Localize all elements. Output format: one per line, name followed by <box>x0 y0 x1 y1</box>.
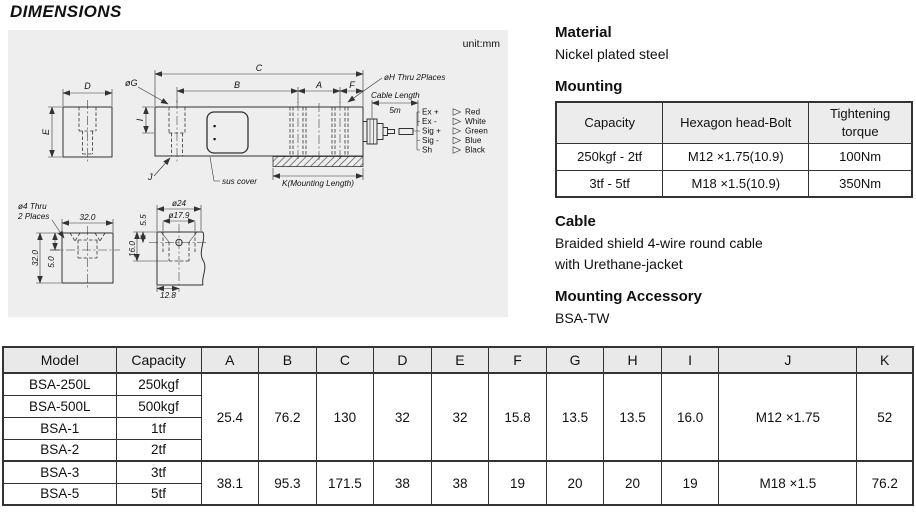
mounting-col-capacity: Capacity <box>556 102 663 143</box>
boss-section-view <box>128 199 207 300</box>
wire-color-marker <box>453 137 461 144</box>
wire-color: Red <box>465 107 481 117</box>
spec-dim-i: 19 <box>661 461 719 505</box>
mounting-col-torque: Tightening torque <box>809 102 912 143</box>
boss-outer-dia-dim: ø24 <box>171 199 187 208</box>
plate-detail-view <box>17 202 120 289</box>
spec-model: BSA-1 <box>3 417 116 439</box>
boss-offset-dim: 12.8 <box>160 291 176 300</box>
spec-dim-i: 16.0 <box>661 373 719 461</box>
spec-model: BSA-500L <box>3 395 116 417</box>
technical-drawing <box>8 30 508 317</box>
spec-table <box>2 346 914 506</box>
plate-offset-dim: 5.0 <box>47 256 56 268</box>
spec-dim-d: 38 <box>374 461 432 505</box>
wire-signal: Sh <box>422 145 433 155</box>
spec-dim-j: M18 ×1.5 <box>719 461 857 505</box>
wire-color: Blue <box>465 136 482 145</box>
spec-model: BSA-2 <box>3 439 116 461</box>
dim-label-a: A <box>315 80 323 90</box>
material-text: Nickel plated steel <box>555 46 669 62</box>
end-view <box>41 81 112 164</box>
cable-heading: Cable <box>555 213 596 230</box>
dim-label-d: D <box>84 81 91 91</box>
sus-cover-outline <box>207 112 248 153</box>
wire-signal: Sig - <box>422 136 439 145</box>
hole-note-line2: 2 Places <box>18 212 50 221</box>
spec-col-j: J <box>719 347 857 373</box>
cable-text-line1: Braided shield 4-wire round cable <box>555 235 763 251</box>
cable-length-label: Cable Length <box>371 91 420 100</box>
spec-col-capacity: Capacity <box>116 347 201 373</box>
wire-color-marker <box>453 118 461 125</box>
mounting-table-row <box>556 170 912 197</box>
spec-dim-d: 32 <box>374 373 432 461</box>
spec-dim-c: 171.5 <box>316 461 374 505</box>
wire-color: White <box>465 117 486 126</box>
wire-color: Black <box>465 145 486 155</box>
boss-depth2-dim: 16.0 <box>128 241 137 257</box>
mounting-length-label: K(Mounting Length) <box>282 179 354 188</box>
spec-capacity: 250kgf <box>116 373 201 395</box>
spec-dim-a: 25.4 <box>201 373 259 461</box>
spec-header-row <box>3 347 913 373</box>
spec-text-panel <box>555 24 913 342</box>
spec-dim-h: 13.5 <box>604 373 662 461</box>
accessory-heading: Mounting Accessory <box>555 288 702 305</box>
boss-inner-dia-dim: ø17.9 <box>168 211 190 220</box>
spec-capacity: 5tf <box>116 483 201 505</box>
dim-label-i: I <box>135 118 145 122</box>
dim-label-f: F <box>349 80 355 90</box>
cable-assembly <box>363 91 420 144</box>
wire-color: Green <box>465 126 488 136</box>
dim-label-b: B <box>233 80 241 90</box>
spec-dim-c: 130 <box>316 373 374 461</box>
accessory-text: BSA-TW <box>555 310 610 326</box>
mounting-table-header-row <box>556 102 912 143</box>
spec-col-c: C <box>316 347 374 373</box>
material-heading: Material <box>555 24 612 41</box>
spec-col-g: G <box>546 347 604 373</box>
mounting-table <box>555 101 913 198</box>
spec-dim-b: 95.3 <box>259 461 317 505</box>
spec-dim-e: 32 <box>431 373 489 461</box>
cable-length-value: 5m <box>389 106 401 115</box>
plate-height-dim: 32.0 <box>31 250 40 266</box>
spec-col-i: I <box>661 347 719 373</box>
cable-text-line2: with Urethane-jacket <box>555 256 683 272</box>
spec-row <box>3 461 913 483</box>
cable-text <box>555 233 913 275</box>
spec-col-b: B <box>259 347 317 373</box>
spec-row <box>3 373 913 395</box>
mounting-capacity: 3tf - 5tf <box>556 170 663 197</box>
spec-model: BSA-3 <box>3 461 116 483</box>
mounting-torque: 100Nm <box>809 143 912 170</box>
spec-dim-f: 19 <box>489 461 547 505</box>
wire-color-marker <box>453 147 461 154</box>
dim-label-c: C <box>255 63 263 73</box>
unit-label: unit:mm <box>462 38 500 50</box>
wire-color-marker <box>453 109 461 116</box>
spec-capacity: 1tf <box>116 417 201 439</box>
spec-dim-h: 20 <box>604 461 662 505</box>
wire-legend <box>414 108 489 155</box>
hole-g-label: øG <box>125 78 138 88</box>
spec-col-f: F <box>489 347 547 373</box>
spec-model: BSA-250L <box>3 373 116 395</box>
dim-label-e: E <box>41 128 51 136</box>
mounting-surface-hatch <box>273 157 363 167</box>
mounting-heading: Mounting <box>555 78 623 95</box>
side-view <box>125 63 445 188</box>
spec-col-a: A <box>201 347 259 373</box>
page-title: DIMENSIONS <box>10 2 122 21</box>
mounting-col-bolt: Hexagon head-Bolt <box>663 102 809 143</box>
spec-dim-k: 52 <box>857 373 913 461</box>
hole-note-line1: ø4 Thru <box>18 202 47 211</box>
mounting-capacity: 250kgf - 2tf <box>556 143 663 170</box>
wire-color-marker <box>453 128 461 135</box>
mounting-bolt: M18 ×1.5(10.9) <box>663 170 809 197</box>
spec-dim-a: 38.1 <box>201 461 259 505</box>
wire-signal: Ex + <box>422 107 439 117</box>
hole-h-label: øH Thru 2Places <box>384 73 446 82</box>
spec-capacity: 3tf <box>116 461 201 483</box>
dimension-drawing-panel <box>8 30 508 317</box>
spec-col-k: K <box>857 347 913 373</box>
spec-model: BSA-5 <box>3 483 116 505</box>
wire-signal: Ex - <box>422 117 437 126</box>
spec-capacity: 500kgf <box>116 395 201 417</box>
spec-capacity: 2tf <box>116 439 201 461</box>
spec-dim-k: 76.2 <box>857 461 913 505</box>
mounting-table-row <box>556 143 912 170</box>
mounting-torque: 350Nm <box>809 170 912 197</box>
spec-col-model: Model <box>3 347 116 373</box>
mounting-bolt: M12 ×1.75(10.9) <box>663 143 809 170</box>
spec-col-d: D <box>374 347 432 373</box>
plate-width-dim: 32.0 <box>79 213 96 222</box>
spec-dim-f: 15.8 <box>489 373 547 461</box>
spec-dim-e: 38 <box>431 461 489 505</box>
spec-col-h: H <box>604 347 662 373</box>
spec-dim-g: 20 <box>546 461 604 505</box>
sus-cover-label: sus cover <box>222 177 258 186</box>
boss-depth1-dim: 5.5 <box>139 214 148 226</box>
spec-dim-b: 76.2 <box>259 373 317 461</box>
dim-label-j: J <box>148 172 153 182</box>
spec-dim-g: 13.5 <box>546 373 604 461</box>
spec-dim-j: M12 ×1.75 <box>719 373 857 461</box>
spec-col-e: E <box>431 347 489 373</box>
wire-signal: Sig + <box>422 126 441 136</box>
